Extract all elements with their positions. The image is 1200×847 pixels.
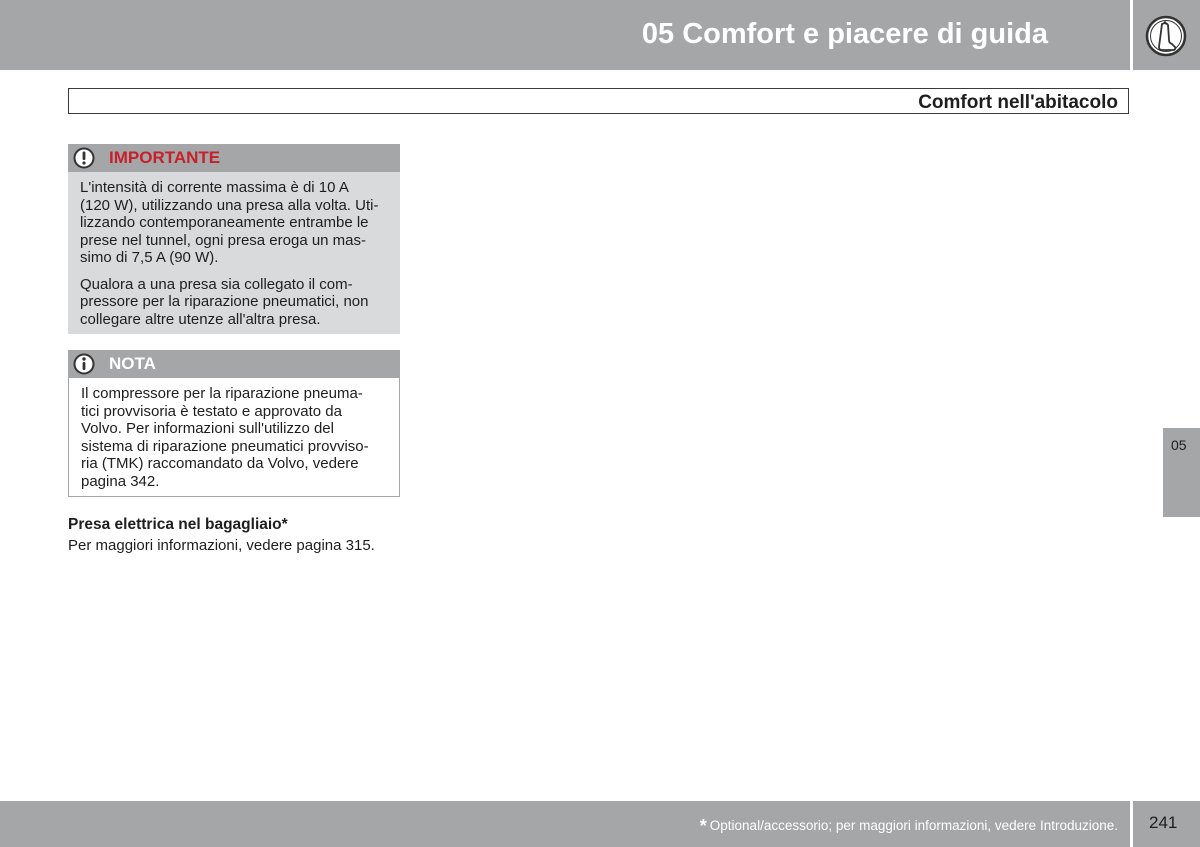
text-line: collegare altre utenze all'altra presa.	[80, 310, 321, 328]
text-line: simo di 7,5 A (90 W).	[80, 249, 219, 266]
important-header	[68, 144, 400, 172]
header-icon-box	[1133, 0, 1200, 70]
nota-label: NOTA	[109, 354, 156, 373]
important-callout	[68, 144, 400, 334]
warning-icon	[73, 147, 95, 169]
chapter-tab	[1163, 428, 1200, 517]
nota-paragraph-1	[81, 385, 389, 490]
seat-icon	[1143, 14, 1189, 58]
text-line: pressore per la riparazione pneumatici, non	[80, 293, 369, 310]
chapter-tab-label: 05	[1171, 437, 1187, 453]
text-line: Qualora a una presa sia collegato il com-	[80, 275, 353, 293]
text-line: lizzando contemporaneamente entrambe le	[80, 214, 369, 231]
nota-header	[68, 350, 400, 378]
header-band	[0, 0, 1130, 70]
text-line: Volvo. Per informazioni sull'utilizzo del	[81, 420, 334, 437]
page-number: 241	[1149, 813, 1178, 832]
text-line: sistema di riparazione pneumatici provviso-	[81, 437, 369, 455]
text-line: Il compressore per la riparazione pneuma-	[81, 385, 363, 402]
page-number-box	[1133, 801, 1200, 847]
section-title: Comfort nell'abitacolo	[918, 92, 1118, 113]
important-paragraph-2	[80, 276, 390, 329]
text-line: (120 W), utilizzando una presa alla volta. Uti-	[80, 196, 379, 214]
important-label: IMPORTANTE	[109, 148, 221, 167]
footer-band	[0, 801, 1130, 847]
text-line: tici provvisoria è testato e approvato da	[81, 402, 342, 420]
footnote	[700, 816, 1118, 837]
text-line: L'intensità di corrente massima è di 10 A	[80, 179, 349, 196]
chapter-title: 05 Comfort e piacere di guida	[641, 18, 1048, 50]
important-paragraph-1	[80, 179, 390, 267]
nota-body	[69, 378, 399, 490]
info-icon	[73, 353, 95, 375]
text-line: pagina 342.	[81, 472, 160, 490]
footnote-star: *	[699, 816, 707, 836]
footnote-text: Optional/accessorio; per maggiori informazioni, vedere Introduzione.	[709, 818, 1118, 833]
section-title-box	[68, 88, 1129, 114]
nota-callout	[68, 350, 400, 497]
subheading: Presa elettrica nel bagagliaio*	[68, 516, 288, 533]
important-body	[68, 172, 400, 328]
body-text: Per maggiori informazioni, vedere pagina 315.	[68, 537, 375, 554]
text-line: ria (TMK) raccomandato da Volvo, vedere	[81, 455, 359, 472]
text-line: prese nel tunnel, ogni presa eroga un mas-	[80, 231, 367, 249]
